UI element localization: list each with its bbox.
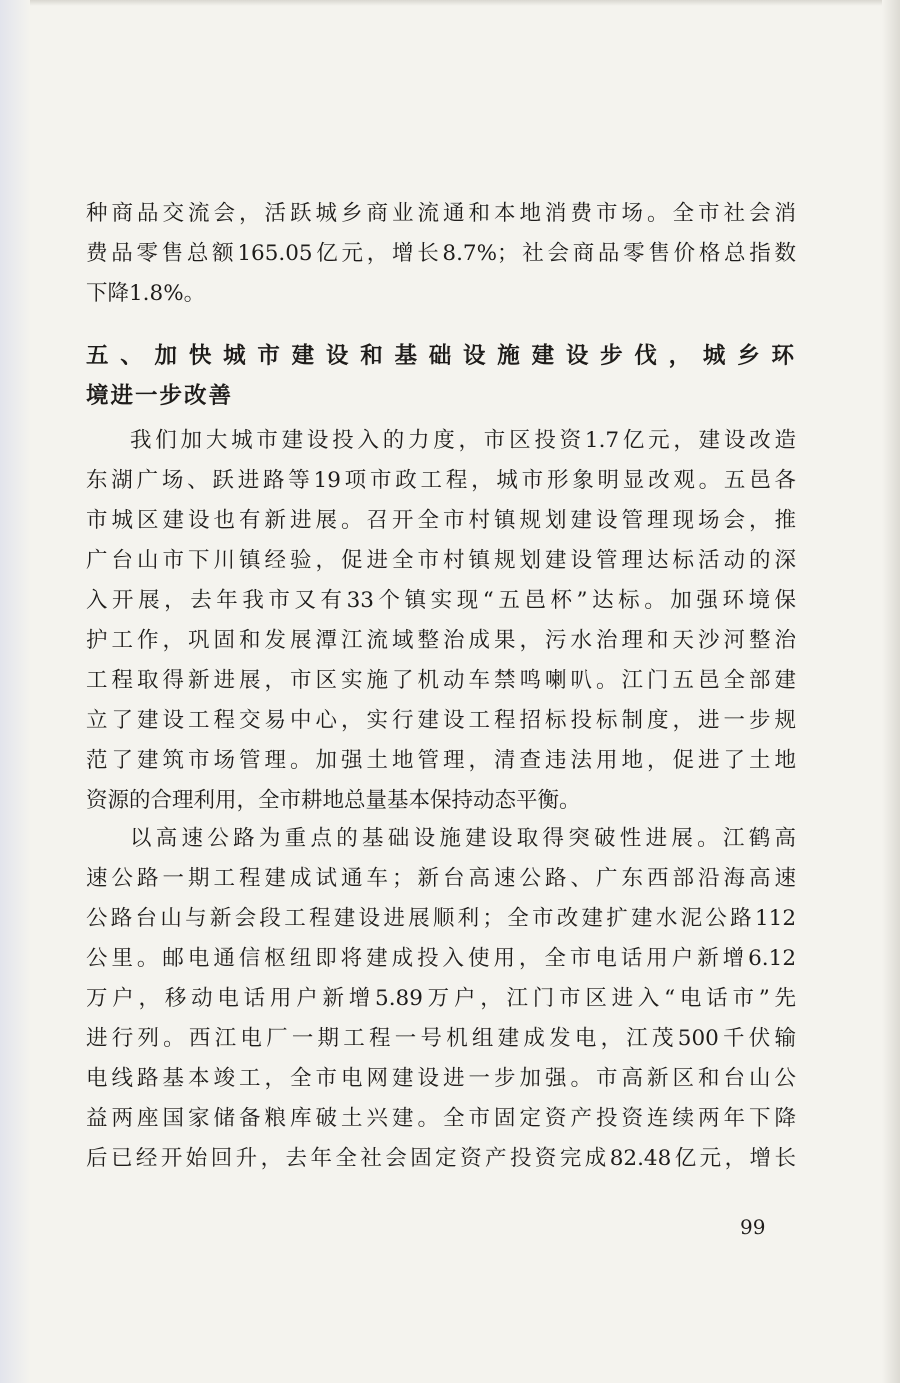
intro-line-2: 费品零售总额165.05亿元，增长8.7%；社会商品零售价格总指数: [86, 241, 796, 266]
paragraph-2-line-3: 公路台山与新会段工程建设进展顺利；全市改建扩建水泥公路112: [86, 906, 796, 931]
paragraph-2-line-2: 速公路一期工程建成试通车；新台高速公路、广东西部沿海高速: [86, 866, 796, 891]
section-heading-line-1: 五、加快城市建设和基础设施建设步伐，城乡环: [86, 343, 796, 369]
paragraph-2-line-6: 进行列。西江电厂一期工程一号机组建成发电，江茂500千伏输: [86, 1026, 796, 1051]
intro-paragraph: [86, 194, 796, 314]
paragraph-2-line-5: 万户，移动电话用户新增5.89万户，江门市区进入“电话市”先: [86, 986, 796, 1011]
paragraph-2-line-8: 益两座国家储备粮库破土兴建。全市固定资产投资连续两年下降: [86, 1106, 796, 1131]
intro-line-1: 种商品交流会，活跃城乡商业流通和本地消费市场。全市社会消: [86, 201, 796, 226]
paragraph-2-line-9: 后已经开始回升，去年全社会固定资产投资完成82.48亿元，增长: [86, 1146, 796, 1171]
paragraph-urban-construction: [86, 421, 796, 821]
paragraph-1-line-10: 资源的合理利用，全市耕地总量基本保持动态平衡。: [86, 788, 581, 813]
page-number: 99: [740, 1215, 766, 1239]
paragraph-2-line-7: 电线路基本竣工，全市电网建设进一步加强。市高新区和台山公: [86, 1066, 796, 1091]
paragraph-2-line-1: 以高速公路为重点的基础设施建设取得突破性进展。江鹤高: [130, 826, 796, 851]
paragraph-1-line-1: 我们加大城市建设投入的力度，市区投资1.7亿元，建设改造: [130, 428, 796, 453]
section-heading: [86, 336, 796, 416]
paragraph-1-line-8: 立了建设工程交易中心，实行建设工程招标投标制度，进一步规: [86, 708, 796, 733]
paragraph-1-line-4: 广台山市下川镇经验，促进全市村镇规划建设管理达标活动的深: [86, 548, 796, 573]
paragraph-2-line-4: 公里。邮电通信枢纽即将建成投入使用，全市电话用户新增6.12: [86, 946, 796, 971]
section-heading-line-2: 境进一步改善: [86, 383, 234, 409]
paragraph-1-line-9: 范了建筑市场管理。加强土地管理，清查违法用地，促进了土地: [86, 748, 796, 773]
page-right-edge: [882, 0, 900, 1383]
intro-line-3: 下降1.8%。: [86, 281, 206, 306]
paragraph-1-line-6: 护工作，巩固和发展潭江流域整治成果，污水治理和天沙河整治: [86, 628, 796, 653]
paragraph-infrastructure: [86, 819, 796, 1179]
paragraph-1-line-5: 入开展，去年我市又有33个镇实现“五邑杯”达标。加强环境保: [86, 588, 796, 613]
paragraph-1-line-3: 市城区建设也有新进展。召开全市村镇规划建设管理现场会，推: [86, 508, 796, 533]
page-left-edge: [0, 0, 30, 1383]
paragraph-1-line-2: 东湖广场、跃进路等19项市政工程，城市形象明显改观。五邑各: [86, 468, 796, 493]
paragraph-1-line-7: 工程取得新进展，市区实施了机动车禁鸣喇叭。江门五邑全部建: [86, 668, 796, 693]
page-top-edge: [0, 0, 900, 6]
